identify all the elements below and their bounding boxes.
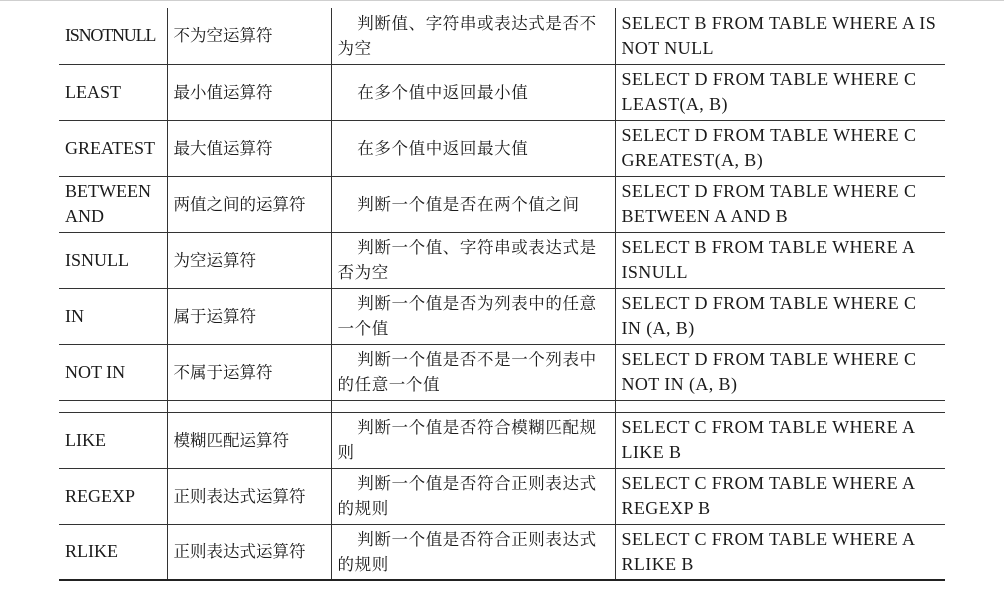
operator-cell: LIKE <box>59 412 167 468</box>
operator-cell: ISNULL <box>59 232 167 288</box>
description-cell: 判断一个值是否符合正则表达式的规则 <box>331 524 615 580</box>
description-cell: 判断一个值是否符合模糊匹配规则 <box>331 412 615 468</box>
example-cell: SELECT C FROM TABLE WHERE A REGEXP B <box>615 468 945 524</box>
operator-name-cell: 最小值运算符 <box>167 64 331 120</box>
operator-cell: NOT IN <box>59 344 167 400</box>
gap-cell <box>331 400 615 412</box>
table-row <box>59 344 945 400</box>
description-cell: 判断一个值是否不是一个列表中的任意一个值 <box>331 344 615 400</box>
example-cell: SELECT C FROM TABLE WHERE A LIKE B <box>615 412 945 468</box>
operator-name-cell: 最大值运算符 <box>167 120 331 176</box>
gap-cell <box>615 400 945 412</box>
top-rule <box>0 0 1004 1</box>
operator-name-cell: 两值之间的运算符 <box>167 176 331 232</box>
example-cell: SELECT D FROM TABLE WHERE C IN (A, B) <box>615 288 945 344</box>
table-row <box>59 64 945 120</box>
operator-cell: GREATEST <box>59 120 167 176</box>
operator-name-cell: 不为空运算符 <box>167 8 331 64</box>
description-cell: 判断一个值是否符合正则表达式的规则 <box>331 468 615 524</box>
operator-name-cell: 不属于运算符 <box>167 344 331 400</box>
description-cell: 在多个值中返回最小值 <box>331 64 615 120</box>
operator-cell: ISNOTNULL <box>59 8 167 64</box>
example-cell: SELECT C FROM TABLE WHERE A RLIKE B <box>615 524 945 580</box>
operator-cell: LEAST <box>59 64 167 120</box>
description-cell: 判断一个值、字符串或表达式是否为空 <box>331 232 615 288</box>
gap-cell <box>59 400 167 412</box>
example-cell: SELECT B FROM TABLE WHERE A IS NOT NULL <box>615 8 945 64</box>
operator-name-cell: 正则表达式运算符 <box>167 468 331 524</box>
table-row <box>59 120 945 176</box>
table-row <box>59 176 945 232</box>
example-cell: SELECT D FROM TABLE WHERE C BETWEEN A AND B <box>615 176 945 232</box>
operator-name-cell: 正则表达式运算符 <box>167 524 331 580</box>
description-cell: 判断值、字符串或表达式是否不为空 <box>331 8 615 64</box>
operator-table <box>59 8 945 581</box>
table-row <box>59 468 945 524</box>
description-cell: 判断一个值是否在两个值之间 <box>331 176 615 232</box>
operator-name-cell: 属于运算符 <box>167 288 331 344</box>
operator-cell: RLIKE <box>59 524 167 580</box>
table-row <box>59 524 945 580</box>
operator-name-cell: 为空运算符 <box>167 232 331 288</box>
description-cell: 判断一个值是否为列表中的任意一个值 <box>331 288 615 344</box>
operator-name-cell: 模糊匹配运算符 <box>167 412 331 468</box>
table-row <box>59 8 945 64</box>
table-row <box>59 232 945 288</box>
table-gap-row <box>59 400 945 412</box>
example-cell: SELECT D FROM TABLE WHERE C GREATEST(A, B) <box>615 120 945 176</box>
table-row <box>59 412 945 468</box>
example-cell: SELECT B FROM TABLE WHERE A ISNULL <box>615 232 945 288</box>
description-cell: 在多个值中返回最大值 <box>331 120 615 176</box>
example-cell: SELECT D FROM TABLE WHERE C LEAST(A, B) <box>615 64 945 120</box>
operator-cell: REGEXP <box>59 468 167 524</box>
operator-table-container <box>59 8 945 581</box>
gap-cell <box>167 400 331 412</box>
example-cell: SELECT D FROM TABLE WHERE C NOT IN (A, B) <box>615 344 945 400</box>
operator-cell: BETWEEN AND <box>59 176 167 232</box>
operator-cell: IN <box>59 288 167 344</box>
table-row <box>59 288 945 344</box>
